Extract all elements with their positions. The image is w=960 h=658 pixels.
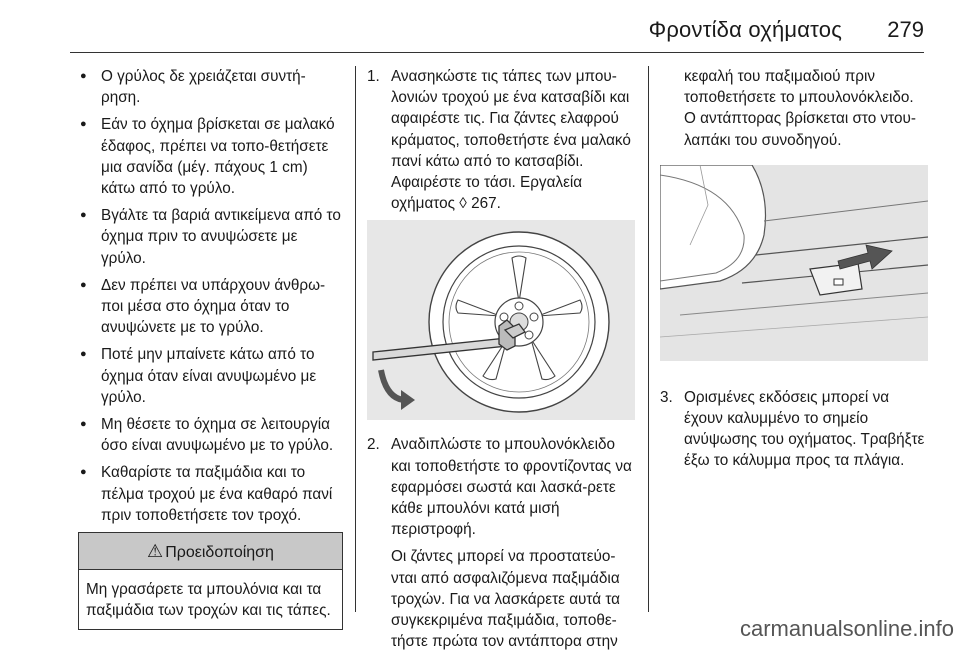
reference-page: 267. bbox=[471, 195, 501, 213]
bullet-item: ● Βγάλτε τα βαριά αντικείμενα από το όχημα πριν το ανυψώσετε με γρύλο. bbox=[78, 205, 343, 269]
step-text: Ορισμένες εκδόσεις μπορεί να έχουν καλυμμένο το σημείο ανύψωσης του οχήματος. Τραβήξτε έξω το κάλυμμα προς τα πλάγια. bbox=[684, 388, 925, 470]
page-header bbox=[0, 0, 960, 52]
step-number: 3. bbox=[660, 388, 673, 406]
column-right bbox=[660, 66, 928, 478]
step-number: 1. bbox=[367, 68, 380, 85]
warning-box bbox=[78, 532, 343, 630]
step-2-paragraph: Οι ζάντες μπορεί να προστατεύο-νται από ασφαλιζόμενα παξιμάδια τροχών. Για να λασκάρετε αυτά τα συγκεκριμένα παξιμάδια, τοποθε-τήστε πρώτα τον αντάπτορα στην bbox=[391, 548, 620, 651]
jacking-point-cover-illustration bbox=[660, 165, 928, 361]
watermark: carmanualsonline.info bbox=[739, 616, 954, 641]
warning-title: Προειδοποίηση bbox=[165, 544, 274, 562]
step-number: 2. bbox=[367, 436, 380, 454]
reference-label: Εργαλεία οχήματος bbox=[391, 174, 583, 213]
bullet-item: ● Δεν πρέπει να υπάρχουν άνθρω-ποι μέσα στο όχημα όταν το ανυψώνετε με το γρύλο. bbox=[78, 275, 343, 339]
bullet-item: ● Ο γρύλος δε χρειάζεται συντή-ρηση. bbox=[78, 66, 343, 108]
warning-triangle-icon: ⚠ bbox=[147, 541, 164, 562]
warning-text: Μη γρασάρετε τα μπουλόνια και τα παξιμάδια των τροχών και τις τάπες. bbox=[86, 581, 331, 620]
cover-tab bbox=[834, 279, 843, 285]
reference-arrow-icon: ◊ bbox=[459, 195, 467, 213]
step-text: Αναδιπλώστε το μπουλονόκλειδο και τοποθετήστε το φροντίζοντας να εφαρμόσει σωστά και λασκά-ρετε κάθε μπουλόνι κατά μισή περιστροφή. bbox=[391, 436, 632, 539]
step-1 bbox=[367, 66, 635, 214]
warning-header bbox=[79, 533, 342, 570]
bullet-item: ● Εάν το όχημα βρίσκεται σε μαλακό έδαφος, πρέπει να τοπο-θετήσετε μια σανίδα (μέγ. πάχους 1 cm) κάτω από το γρύλο. bbox=[78, 114, 343, 199]
step-2 bbox=[367, 434, 635, 540]
column-middle bbox=[367, 66, 635, 658]
column-divider-2 bbox=[648, 66, 649, 612]
step-3 bbox=[660, 387, 928, 472]
column-left bbox=[78, 66, 343, 630]
section-title: Φροντίδα οχήματος bbox=[648, 17, 842, 42]
wheel-wrench-illustration bbox=[367, 220, 635, 420]
header-rule bbox=[70, 52, 924, 53]
step-text: Ανασηκώστε τις τάπες των μπου-λονιών τροχού με ένα κατσαβίδι και αφαιρέστε τις. Για ζάντες ελαφρού κράματος, τοποθετήστε ένα μαλακό πανί κάτω από το κατσαβίδι. Αφαιρέστε το τάσι. bbox=[391, 68, 631, 192]
bullet-item: ● Ποτέ μην μπαίνετε κάτω από το όχημα όταν είναι ανυψωμένο με γρύλο. bbox=[78, 344, 343, 408]
bullet-item: ● Μη θέσετε το όχημα σε λειτουργία όσο είναι ανυψωμένο με το γρύλο. bbox=[78, 414, 343, 456]
column-divider-1 bbox=[355, 66, 356, 612]
continued-paragraph: κεφαλή του παξιμαδιού πριν τοποθετήσετε το μπουλονόκλειδο. Ο αντάπτορας βρίσκεται στο ντου-λαπάκι του συνοδηγού. bbox=[684, 68, 916, 149]
bullet-item: ● Καθαρίστε τα παξιμάδια και το πέλμα τροχού με ένα καθαρό πανί πριν τοποθετήσετε τον τροχό. bbox=[78, 462, 343, 526]
page-number: 279 bbox=[887, 17, 924, 42]
